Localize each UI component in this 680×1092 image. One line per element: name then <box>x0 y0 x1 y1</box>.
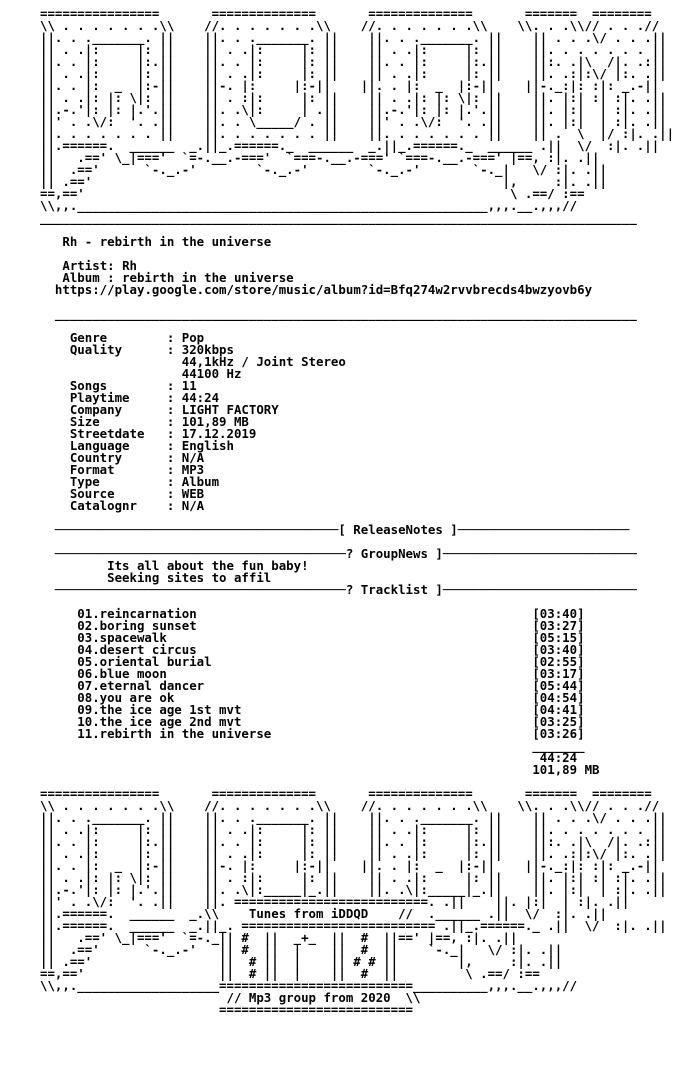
release-notes-header: ──────────────────────────────────────[ ReleaseNotes ]─────────────────────── <box>40 522 630 537</box>
top-rule: ________________________________________________________________________________ <box>40 210 637 225</box>
tracklist: 01.reincarnation [03:40] 02.boring sunset [03:27] 03.spacewalk [05:15] 04.desert circus [03:40] 05.oriental burial [02:55] 06.blue moon [03:17] 07.eternal dancer [05:44] 08.you are ok [04:54] 09.the ice age 1st mvt [04:41] 10.the ice age 2nd mvt [03:25] 11.rebirth in the universe [03:26] <box>77 606 585 741</box>
album-line: Album : rebirth in the universe <box>62 270 294 285</box>
footer-ascii-logo-bottom: ||.======. ______ _.||_. ========================== .||_.======._ .|| \/ :|. .|| || .==' \_|===' `=-._|| # || _+_ || # ||==' |==, :|. .|| || .==' `-._.-' || # || | || # || `-._| \/ :|. .|| || .==' || # || | || # # || |, :|. .|| ==,==' || # || | || # || \ .==/ :== \\,,.___________________==========================__________,,,.__.,,,// <box>40 918 667 993</box>
group-news-header: ───────────────────────────────────────? GroupNews ]────────────────────────── <box>40 546 637 561</box>
info-rule: ______________________________________________________________________________ <box>54 306 637 321</box>
info-block: Genre : Pop Quality : 320kbps 44,1kHz / Joint Stereo 44100 Hz Songs : 11 Playtime : 44:24 Company : LIGHT FACTORY Size : 101,89 MB Streetdate : 17.12.2019 Language : English Country : N/A Format : MP3 Type : Album Source : WEB Catalognr : N/A <box>69 330 346 513</box>
total-size: 101,89 MB <box>40 762 600 777</box>
tracklist-header: ───────────────────────────────────────? Tracklist ]────────────────────────── <box>40 582 637 597</box>
footer-ascii-logo-top: ================ ============== ============== ======= ======== \\ . . . . . . .\\ //. . . . . . .\\ //. . . . . . .\\ \\. . .\\// . . .// ||. . ._______. || ||. . ._______. || ||. . ._______. || || . . .\/ . . .|| || . .|: |: || || . .|: |: || || . .|: |: || ||. . . . . . . || ||. . |: |:.|| ||. . |: |: || ||. . |: |:.|| ||:. .|\ /|. .:|| || . .|: |: || || . .|: |: || || . .|: |: || ||. .:|:\/ |:. .|| ||. . |: _ |:-|| ||-. |: |:-|| ||. . |: _ |:-|| ||-._:|: :|: _.-|| || . .|: |: \|: || || . :|: |: || || . .|: |: || ||. |:| :| :|. .|| ||.-.'|: |: |.'.|| ||. .\|:_____|_.|| ||. .\|:_____|_.|| ||. |:| | :|. .|| ||' . .\/: '. .|| ||. ==========================. .|| ||. |:| | :|. .|| <box>40 786 667 909</box>
mp3-group-line: // Mp3 group from 2020 \\ <box>40 990 421 1005</box>
artist-line: Artist: Rh <box>62 258 137 273</box>
nfo-document <box>40 8 674 1016</box>
tunes-from-line: ||.======. ______ _.\\ Tunes from iDDQD // .______ .|| \/ :|. .|| <box>40 906 607 921</box>
total-time: 44:24 <box>40 750 578 765</box>
album-url[interactable]: https://play.google.com/store/music/album?id=Bfq274w2rvvbrecds4bwzyovb6y <box>54 282 593 297</box>
release-title: Rh - rebirth in the universe <box>62 234 272 249</box>
footer-rule: ========================== <box>40 1002 413 1017</box>
group-news-body: Its all about the fun baby! Seeking sites to affil <box>107 558 309 585</box>
total-rule: _______ <box>40 738 585 753</box>
header-ascii-logo: ================ ============== ============== ======= ======== \\ . . . . . . .\\ //. . . . . . .\\ //. . . . . . .\\ \\. . .\\// . . .// ||. . ._______. || ||. . ._______. || ||. . ._______. || || . . .\/ . . .|| || . .|: |: || || . .|: |: || || . .|: |: || ||. . . . . . . || ||. . |: |:.|| ||. . |: |: || ||. . |: |:.|| ||:. .|\ /|. .:|| || . .|: |: || || . .|: |: || || . .|: |: || ||. .:|:\/ |:. .|| ||. . |: _ |:-|| ||-. |: |:-|| ||. . |: _ |:-|| ||-._:|: :|: _.-|| || . .|: |: \|: || || . :|: |: || || . .|: |: \|: || ||. |:| :| :|. .|| ||.-.'|: |: |.'.|| ||. .\|: | .|| ||.-.'|: |: |.'.|| ||. |:| | :|. .|| ||' . .\/: '. .|| ||. . \_____/ . || ||' . .\/: '. .|| ||. |:| | :|. .|| ||. . . . . . . || ||. . . . . . . || ||. . . . . . . || || . \ |/ :|. .|| ||.======. ______ _.||_.======._ ______ _.||_.======._ ______ .|| \/ :|. .|| || .==' \_|===' `=-.__.-===' `===-.__.-===' `===-.__.-===' |==, :|. .|| || .==' `-._.-' `-._.-' `-._.-' `-._| \/ :|. .|| || .==' |, :|. .|| ==,==' \ .==/ :== \\,,._______________________________________________________,,,.__.,,,// <box>40 6 675 213</box>
